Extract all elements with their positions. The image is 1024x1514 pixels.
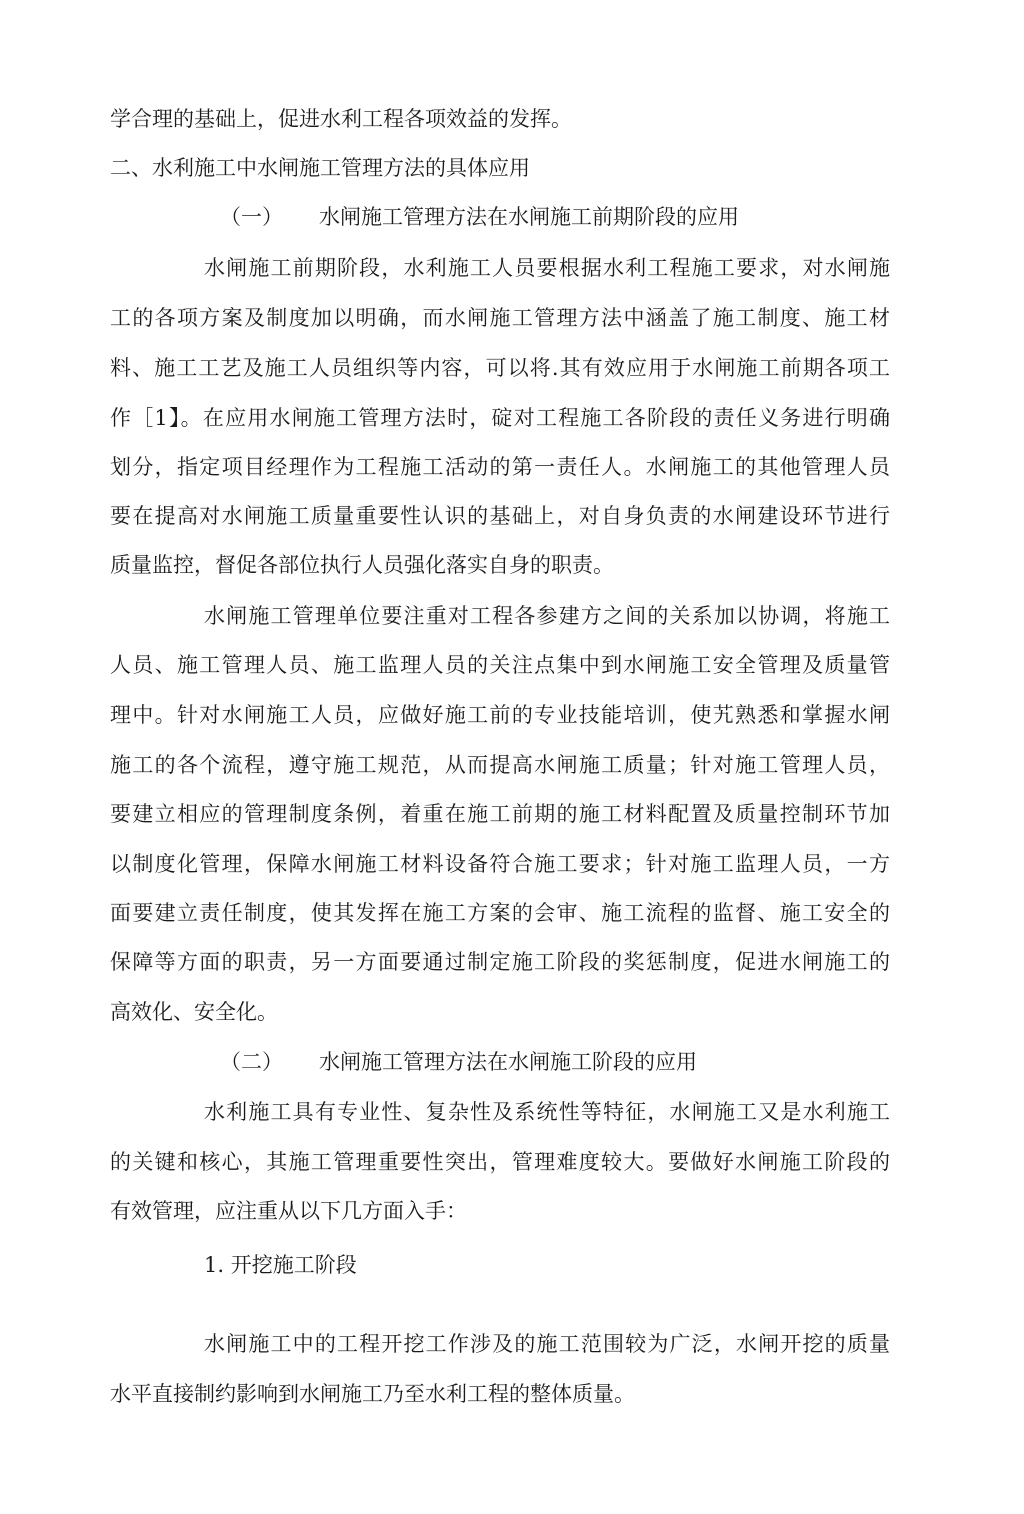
- paragraph-line: 的关键和核心，其施工管理重要性突出，管理难度较大。要做好水闸施工阶段的: [110, 1150, 890, 1174]
- paragraph-line: 水平直接制约影响到水闸施工乃至水利工程的整体质量。: [110, 1382, 635, 1406]
- subsection-heading-2: [220, 1052, 697, 1073]
- paragraph-line: 水闸施工前期阶段，水利施工人员要根据水利工程施工要求，对水闸施: [204, 256, 890, 280]
- paragraph-line: 质量监控，督促各部位执行人员强化落实自身的职责。: [110, 553, 614, 577]
- subsection-number: （二）: [220, 1050, 283, 1074]
- paragraph-line: 要建立相应的管理制度条例，着重在施工前期的施工材料配置及质量控制环节加: [110, 802, 890, 826]
- paragraph-line: 水利施工具有专业性、复杂性及系统性等特征，水闸施工又是水利施工: [204, 1100, 890, 1124]
- paragraph-line: 高效化、安全化。: [110, 1000, 278, 1024]
- subsection-title: 水闸施工管理方法在水闸施工前期阶段的应用: [319, 205, 739, 229]
- paragraph-line: 水闸施工中的工程开挖工作涉及的施工范围较为广泛，水闸开挖的质量: [204, 1332, 890, 1356]
- paragraph-line: 水闸施工管理单位要注重对工程各参建方之间的关系加以协调，将施工: [204, 604, 890, 628]
- paragraph-line: 要在提高对水闸施工质量重要性认识的基础上，对自身负责的水闸建设环节进行: [110, 504, 890, 528]
- paragraph-line: 料、施工工艺及施工人员组织等内容，可以将.其有效应用于水闸施工前期各项工: [110, 356, 890, 380]
- list-item-heading: 1. 开挖施工阶段: [204, 1253, 357, 1277]
- subsection-title: 水闸施工管理方法在水闸施工阶段的应用: [319, 1050, 697, 1074]
- paragraph-line: 有效管理，应注重从以下几方面入手：: [110, 1199, 467, 1223]
- paragraph-line: 保障等方面的职责，另一方面要通过制定施工阶段的奖惩制度，促进水闸施工的: [110, 950, 890, 974]
- paragraph-line: 以制度化管理，保障水闸施工材料设备符合施工要求；针对施工监理人员，一方: [110, 852, 890, 876]
- paragraph-line: 理中。针对水闸施工人员，应做好施工前的专业技能培训，使艽熟悉和掌握水闸: [110, 703, 890, 727]
- paragraph-line: 人员、施工管理人员、施工监理人员的关注点集中到水闸施工安全管理及质量管: [110, 653, 890, 677]
- section-heading: 二、水利施工中水闸施工管理方法的具体应用: [110, 156, 530, 180]
- text-line: 学合理的基础上，促进水利工程各项效益的发挥。: [110, 107, 572, 131]
- subsection-heading-1: [220, 207, 739, 228]
- subsection-number: （一）: [220, 205, 283, 229]
- paragraph-line: 工的各项方案及制度加以明确，而水闸施工管理方法中涵盖了施工制度、施工材: [110, 306, 890, 330]
- paragraph-line: 作［1】。在应用水闸施工管理方法时，碇对工程施工各阶段的责任义务进行明确: [110, 406, 890, 430]
- paragraph-line: 施工的各个流程，遵守施工规范，从而提高水闸施工质量；针对施工管理人员，: [110, 753, 890, 777]
- paragraph-line: 面要建立责任制度，使其发挥在施工方案的会审、施工流程的监督、施工安全的: [110, 901, 890, 925]
- paragraph-line: 划分，指定项目经理作为工程施工活动的第一责任人。水闸施工的其他管理人员: [110, 455, 890, 479]
